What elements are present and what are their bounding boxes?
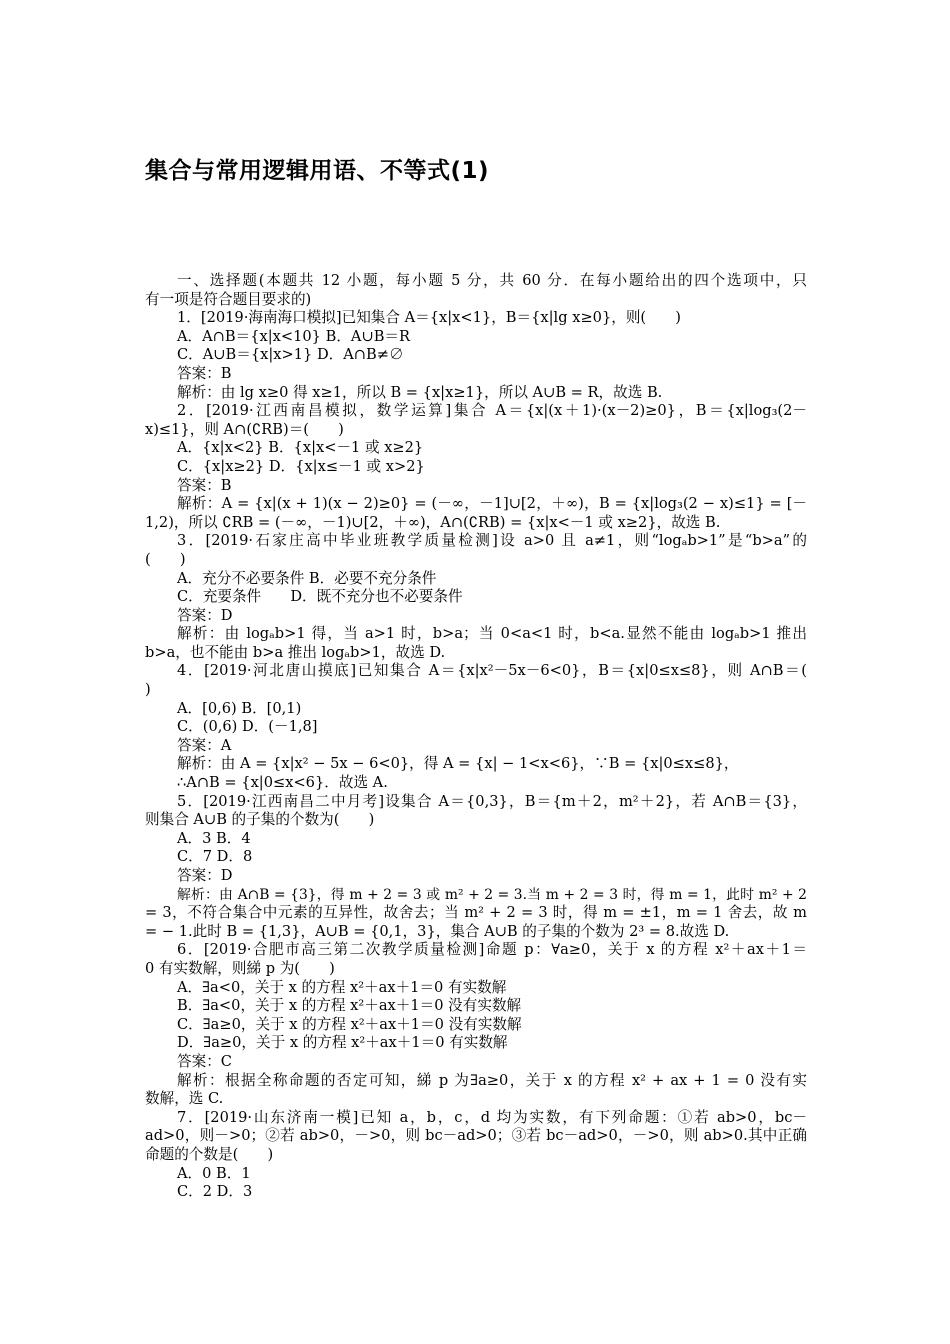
q3-options-cd: C．充要条件 D．既不充分也不必要条件 (177, 588, 463, 606)
q1-stem: 1．[2019·海南海口模拟]已知集合 A＝{x|x<1}，B＝{x|lg x≥0}，则( ) (177, 309, 681, 327)
q3-analysis-line-1: 解析：由 logₐb>1 得，当 a>1 时，b>a；当 0<a<1 时，b<a.显然不能由 logₐb>1 推出 (177, 625, 807, 643)
q5-analysis-line-3: = − 1.此时 B = {1,3}，A∪B = {0,1，3}，集合 A∪B 的子集的个数为 2³ = 8.故选 D. (145, 922, 730, 940)
q5-options-cd: C．7 D．8 (177, 848, 253, 866)
section-heading-line-2: 有一项是符合题目要求的) (145, 290, 312, 308)
q6-answer: 答案：C (177, 1052, 232, 1070)
q3-stem-line-2: ( ) (145, 550, 186, 568)
q2-analysis-line-1: 解析：A = {x|(x + 1)(x − 2)≥0} = (－∞，－1]∪[2，＋∞)，B = {x|log₃(2 − x)≤1} = [－ (177, 495, 807, 513)
q4-options-ab: A．[0,6) B．[0,1) (177, 699, 302, 717)
q2-options-cd: C．{x|x≥2} D．{x|x≤－1 或 x>2} (177, 457, 425, 475)
q5-options-ab: A．3 B．4 (177, 829, 251, 847)
q5-analysis-line-1: 解析：由 A∩B = {3}，得 m + 2 = 3 或 m² + 2 = 3.当 m + 2 = 3 时，得 m = 1，此时 m² + 2 (177, 886, 807, 903)
q3-stem-line-1: 3．[2019·石家庄高中毕业班教学质量检测]设 a>0 且 a≠1，则“logₐb>1”是“b>a”的 (177, 532, 807, 550)
q1-options-cd: C．A∪B＝{x|x>1} D．A∩B≠∅ (177, 346, 404, 364)
q6-stem-line-2: 0 有实数解，则綈 p 为( ) (145, 959, 335, 977)
q7-options-cd: C．2 D．3 (177, 1183, 253, 1201)
q6-option-d: D．∃a≥0，关于 x 的方程 x²＋ax＋1＝0 有实数解 (177, 1034, 508, 1052)
q4-analysis-line-2: ∴A∩B = {x|0≤x<6}．故选 A. (177, 774, 388, 792)
q2-stem-line-2: x)≤1}，则 A∩(∁RB)＝( ) (145, 420, 344, 438)
document-body (145, 272, 807, 1202)
q7-stem-line-2: ad>0，则－>0；②若 ab>0，－>0，则 bc－ad>0；③若 bc－ad>0，－>0，则 ab>0.其中正确 (145, 1127, 807, 1145)
q3-options-ab: A．充分不必要条件 B．必要不充分条件 (177, 569, 437, 587)
q6-option-a: A．∃a<0，关于 x 的方程 x²＋ax＋1＝0 有实数解 (177, 978, 507, 996)
q4-stem-line-2: ) (145, 681, 151, 699)
q5-stem-line-1: 5．[2019·江西南昌二中月考]设集合 A＝{0,3}，B＝{m＋2，m²＋2}，若 A∩B＝{3}， (177, 792, 807, 810)
q4-analysis-line-1: 解析：由 A = {x|x² − 5x − 6<0}，得 A = {x| − 1<x<6}，∵B = {x|0≤x≤8}， (177, 755, 739, 773)
q5-stem-line-2: 则集合 A∪B 的子集的个数为( ) (145, 811, 375, 829)
q6-analysis-line-2: 数解，选 C. (145, 1090, 224, 1108)
q5-analysis-line-2: = 3，不符合集合中元素的互异性，故舍去；当 m² + 2 = 3 时，得 m = ±1，m = 1 舍去，故 m (145, 904, 807, 922)
section-heading-line-1: 一、选择题(本题共 12 小题，每小题 5 分，共 60 分．在每小题给出的四个选项中，只 (177, 272, 807, 289)
document-title: 集合与常用逻辑用语、不等式(1) (145, 158, 490, 184)
q2-options-ab: A．{x|x<2} B．{x|x<－1 或 x≥2} (177, 439, 424, 457)
q7-options-ab: A．0 B．1 (177, 1164, 251, 1182)
q5-answer: 答案：D (177, 867, 233, 884)
q6-option-b: B．∃a<0，关于 x 的方程 x²＋ax＋1＝0 没有实数解 (177, 997, 522, 1015)
q6-analysis-line-1: 解析：根据全称命题的否定可知，綈 p 为∃a≥0，关于 x 的方程 x² + ax + 1 = 0 没有实 (177, 1071, 807, 1089)
q3-analysis-line-2: b>a，也不能由 b>a 推出 logₐb>1，故选 D. (145, 643, 446, 661)
q2-analysis-line-2: 1,2)，所以 ∁RB = (－∞，－1)∪[2，＋∞)，A∩(∁RB) = {x|x<－1 或 x≥2}，故选 B. (145, 513, 721, 531)
q4-options-cd: C．(0,6) D．(－1,8] (177, 718, 318, 736)
q4-answer: 答案：A (177, 736, 232, 754)
q3-answer: 答案：D (177, 606, 233, 624)
q1-answer: 答案：B (177, 364, 232, 382)
q6-option-c: C．∃a≥0，关于 x 的方程 x²＋ax＋1＝0 没有实数解 (177, 1015, 522, 1033)
q2-stem-line-1: 2．[2019·江西南昌模拟，数学运算]集合 A＝{x|(x＋1)·(x－2)≥0}，B＝{x|log₃(2－ (177, 402, 807, 420)
q6-stem-line-1: 6．[2019·合肥市高三第二次教学质量检测]命题 p：∀a≥0，关于 x 的方程 x²＋ax＋1＝ (177, 941, 807, 959)
q7-stem-line-3: 命题的个数是( ) (145, 1145, 274, 1163)
q1-analysis: 解析：由 lg x≥0 得 x≥1，所以 B = {x|x≥1}，所以 A∪B = R，故选 B. (177, 383, 663, 401)
q2-answer: 答案：B (177, 476, 232, 494)
q4-stem-line-1: 4．[2019·河北唐山摸底]已知集合 A＝{x|x²－5x－6<0}，B＝{x|0≤x≤8}，则 A∩B＝( (177, 662, 807, 680)
q1-options-ab: A．A∩B＝{x|x<10} B．A∪B＝R (177, 327, 410, 345)
q7-stem-line-1: 7．[2019·山东济南一模]已知 a，b，c，d 均为实数，有下列命题：①若 ab>0，bc－ (177, 1108, 807, 1126)
